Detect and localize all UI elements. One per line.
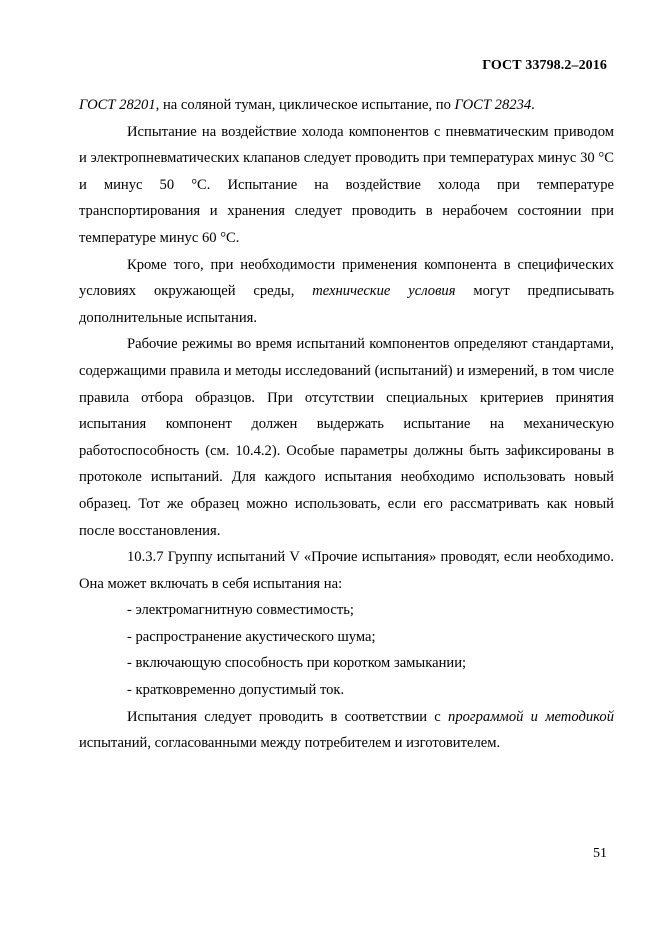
reference-gost-28201: ГОСТ 28201 bbox=[79, 97, 156, 113]
paragraph-10-3-7: 10.3.7 Группу испытаний V «Прочие испытания» проводят, если необходимо. Она может включать в себя испытания на: bbox=[79, 549, 614, 592]
paragraph-cold-test: Испытание на воздействие холода компонентов с пневматическим приводом и электропневматических клапанов следует проводить при температурах минус 30 °С и минус 50 °С. Испытание на воздействие холода при температуре транспортирования и хранения следует проводить в нерабочем состоянии при температуре минус 60 °С. bbox=[79, 123, 614, 246]
list-item: - кратковременно допустимый ток. bbox=[127, 682, 345, 699]
paragraph-continuation: ГОСТ 28201, на соляной туман, циклическое испытание, по ГОСТ 28234. bbox=[79, 97, 535, 113]
reference-gost-28234: ГОСТ 28234 bbox=[454, 97, 532, 113]
paragraph-operating-modes: Рабочие режимы во время испытаний компонентов определяют стандартами, содержащими правила и методы исследований (испытаний) и измерений, в том числе правила отбора образцов. При отсутствии специальных критериев принятия испытания компонент должен выдержать испытание на механическую работоспособность (см. 10.4.2). Особые параметры должны быть зафиксированы в протоколе испытаний. Для каждого испытания необходимо использовать новый образец. Тот же образец можно использовать, если его рассматривать как новый после восстановления. bbox=[79, 336, 614, 539]
document-body bbox=[79, 92, 614, 757]
paragraph-test-program: Испытания следует проводить в соответствии с программой и методикой испытаний, согласованными между потребителем и изготовителем. bbox=[79, 708, 614, 752]
document-header: ГОСТ 33798.2–2016 bbox=[482, 58, 607, 73]
list-item: - электромагнитную совместимость; bbox=[127, 602, 354, 619]
paragraph-special-conditions: Кроме того, при необходимости применения компонента в специфических условиях окружающей среды, технические условия могут предписывать дополнительные испытания. bbox=[79, 256, 615, 326]
list-item: - включающую способность при коротком замыкании; bbox=[127, 655, 467, 672]
page-number: 51 bbox=[593, 846, 607, 861]
list-item: - распространение акустического шума; bbox=[127, 628, 376, 645]
